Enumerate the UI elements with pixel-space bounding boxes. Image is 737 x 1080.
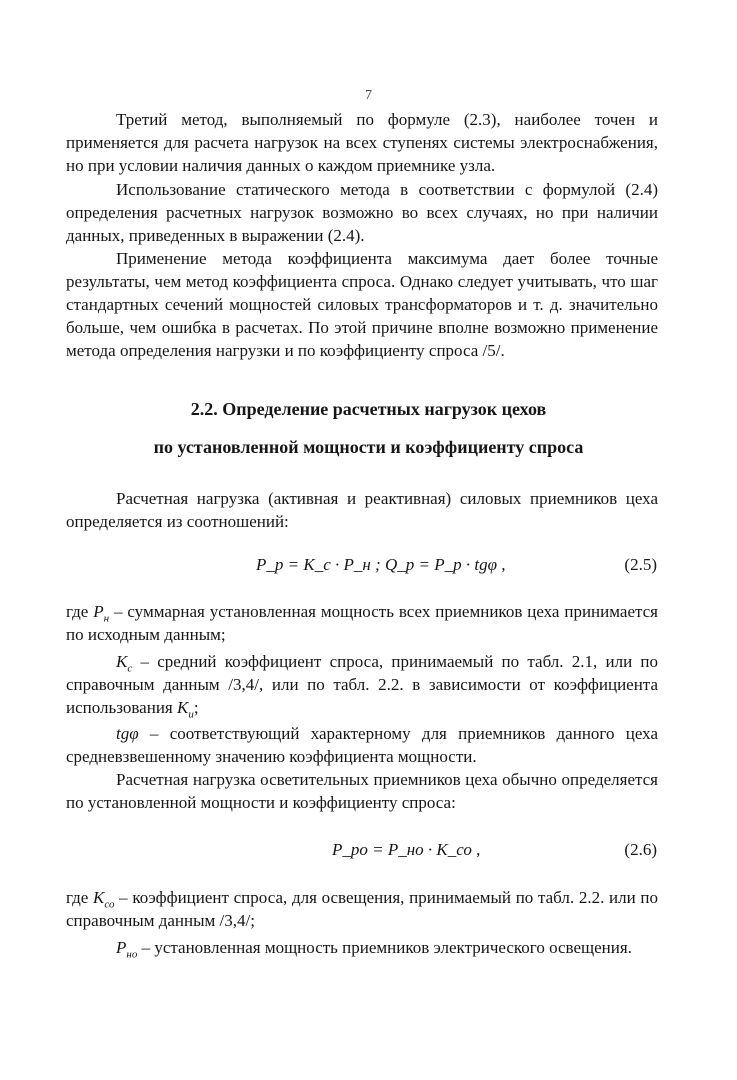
def-ki-symbol: K — [176, 698, 189, 717]
def-pno-symbol: P — [116, 938, 127, 957]
def-ki-subscript: и — [188, 708, 194, 721]
def-kco-symbol: K — [93, 888, 105, 907]
def-tgphi-text: – соответствующий характерному для приемников данного цеха средневзвешенному значению коэффициента мощности. — [66, 724, 658, 766]
section-heading-line1: 2.2. Определение расчетных нагрузок цехов — [190, 399, 547, 419]
def-pn-symbol: P — [93, 602, 104, 621]
def-kco-subscript: со — [104, 898, 115, 911]
formula-2-6-number: (2.6) — [624, 840, 657, 859]
def-kc-subscript: с — [127, 662, 133, 675]
formula-2-5-number: (2.5) — [624, 555, 657, 574]
def-kco-text: – коэффициент спроса, для освещения, принимаемый по табл. 2.2. или по справочным данным /3,4/; — [66, 888, 658, 930]
def-kc-text: – средний коэффициент спроса, принимаемый по табл. 2.1, или по справочным данным /3,4/, или по табл. 2.2. в зависимости от коэффициента использования — [66, 652, 658, 717]
definition-tgphi — [66, 722, 658, 768]
def-pn-prefix: где — [66, 602, 94, 621]
def-kc-symbol: K — [116, 652, 128, 671]
definition-kco — [66, 886, 658, 932]
def-tgphi-symbol: tgφ — [116, 724, 139, 743]
definition-pno — [66, 936, 658, 959]
paragraph-third-method: Третий метод, выполняемый по формуле (2.3), наиболее точен и применяется для расчета нагрузок на всех ступенях системы электроснабжения, но при условии наличия данных о каждом приемнике узла. — [66, 110, 658, 175]
def-pn-text: – суммарная установленная мощность всех приемников цеха принимается по исходным данным; — [66, 602, 658, 644]
def-kc-end: ; — [193, 698, 199, 717]
formula-2-5: P_p = K_c · P_н ; Q_p = P_p · tgφ , — [256, 555, 506, 574]
definition-pn — [66, 600, 658, 646]
def-pno-text: – установленная мощность приемников электрического освещения. — [137, 938, 632, 957]
paragraph-calc-load: Расчетная нагрузка (активная и реактивная) силовых приемников цеха определяется из соотношений: — [66, 489, 658, 531]
formula-2-6: P_ро = P_но · K_со , — [332, 840, 481, 859]
page-number: 7 — [365, 88, 372, 103]
def-pn-subscript: н — [103, 612, 110, 625]
paragraph-lighting-load: Расчетная нагрузка осветительных приемников цеха обычно определяется по установленной мощности и коэффициенту спроса: — [66, 770, 658, 812]
paragraph-max-coefficient: Применение метода коэффициента максимума дает более точные результаты, чем метод коэффициента спроса. Однако следует учитывать, что шаг стандартных сечений мощностей силовых трансформаторов и т. д. значительно больше, чем ошибка в расчетах. По этой причине вполне возможно применение метода определения нагрузки и по коэффициенту спроса /5/. — [66, 249, 658, 360]
definition-kc — [66, 650, 658, 719]
paragraph-static-method: Использование статического метода в соответствии с формулой (2.4) определения расчетных нагрузок возможно во всех случаях, но при наличии данных, приведенных в выражении (2.4). — [66, 180, 658, 245]
def-pno-subscript: но — [126, 948, 138, 961]
section-heading-line2: по установленной мощности и коэффициенту спроса — [153, 437, 584, 457]
def-kco-prefix: где — [66, 888, 94, 907]
